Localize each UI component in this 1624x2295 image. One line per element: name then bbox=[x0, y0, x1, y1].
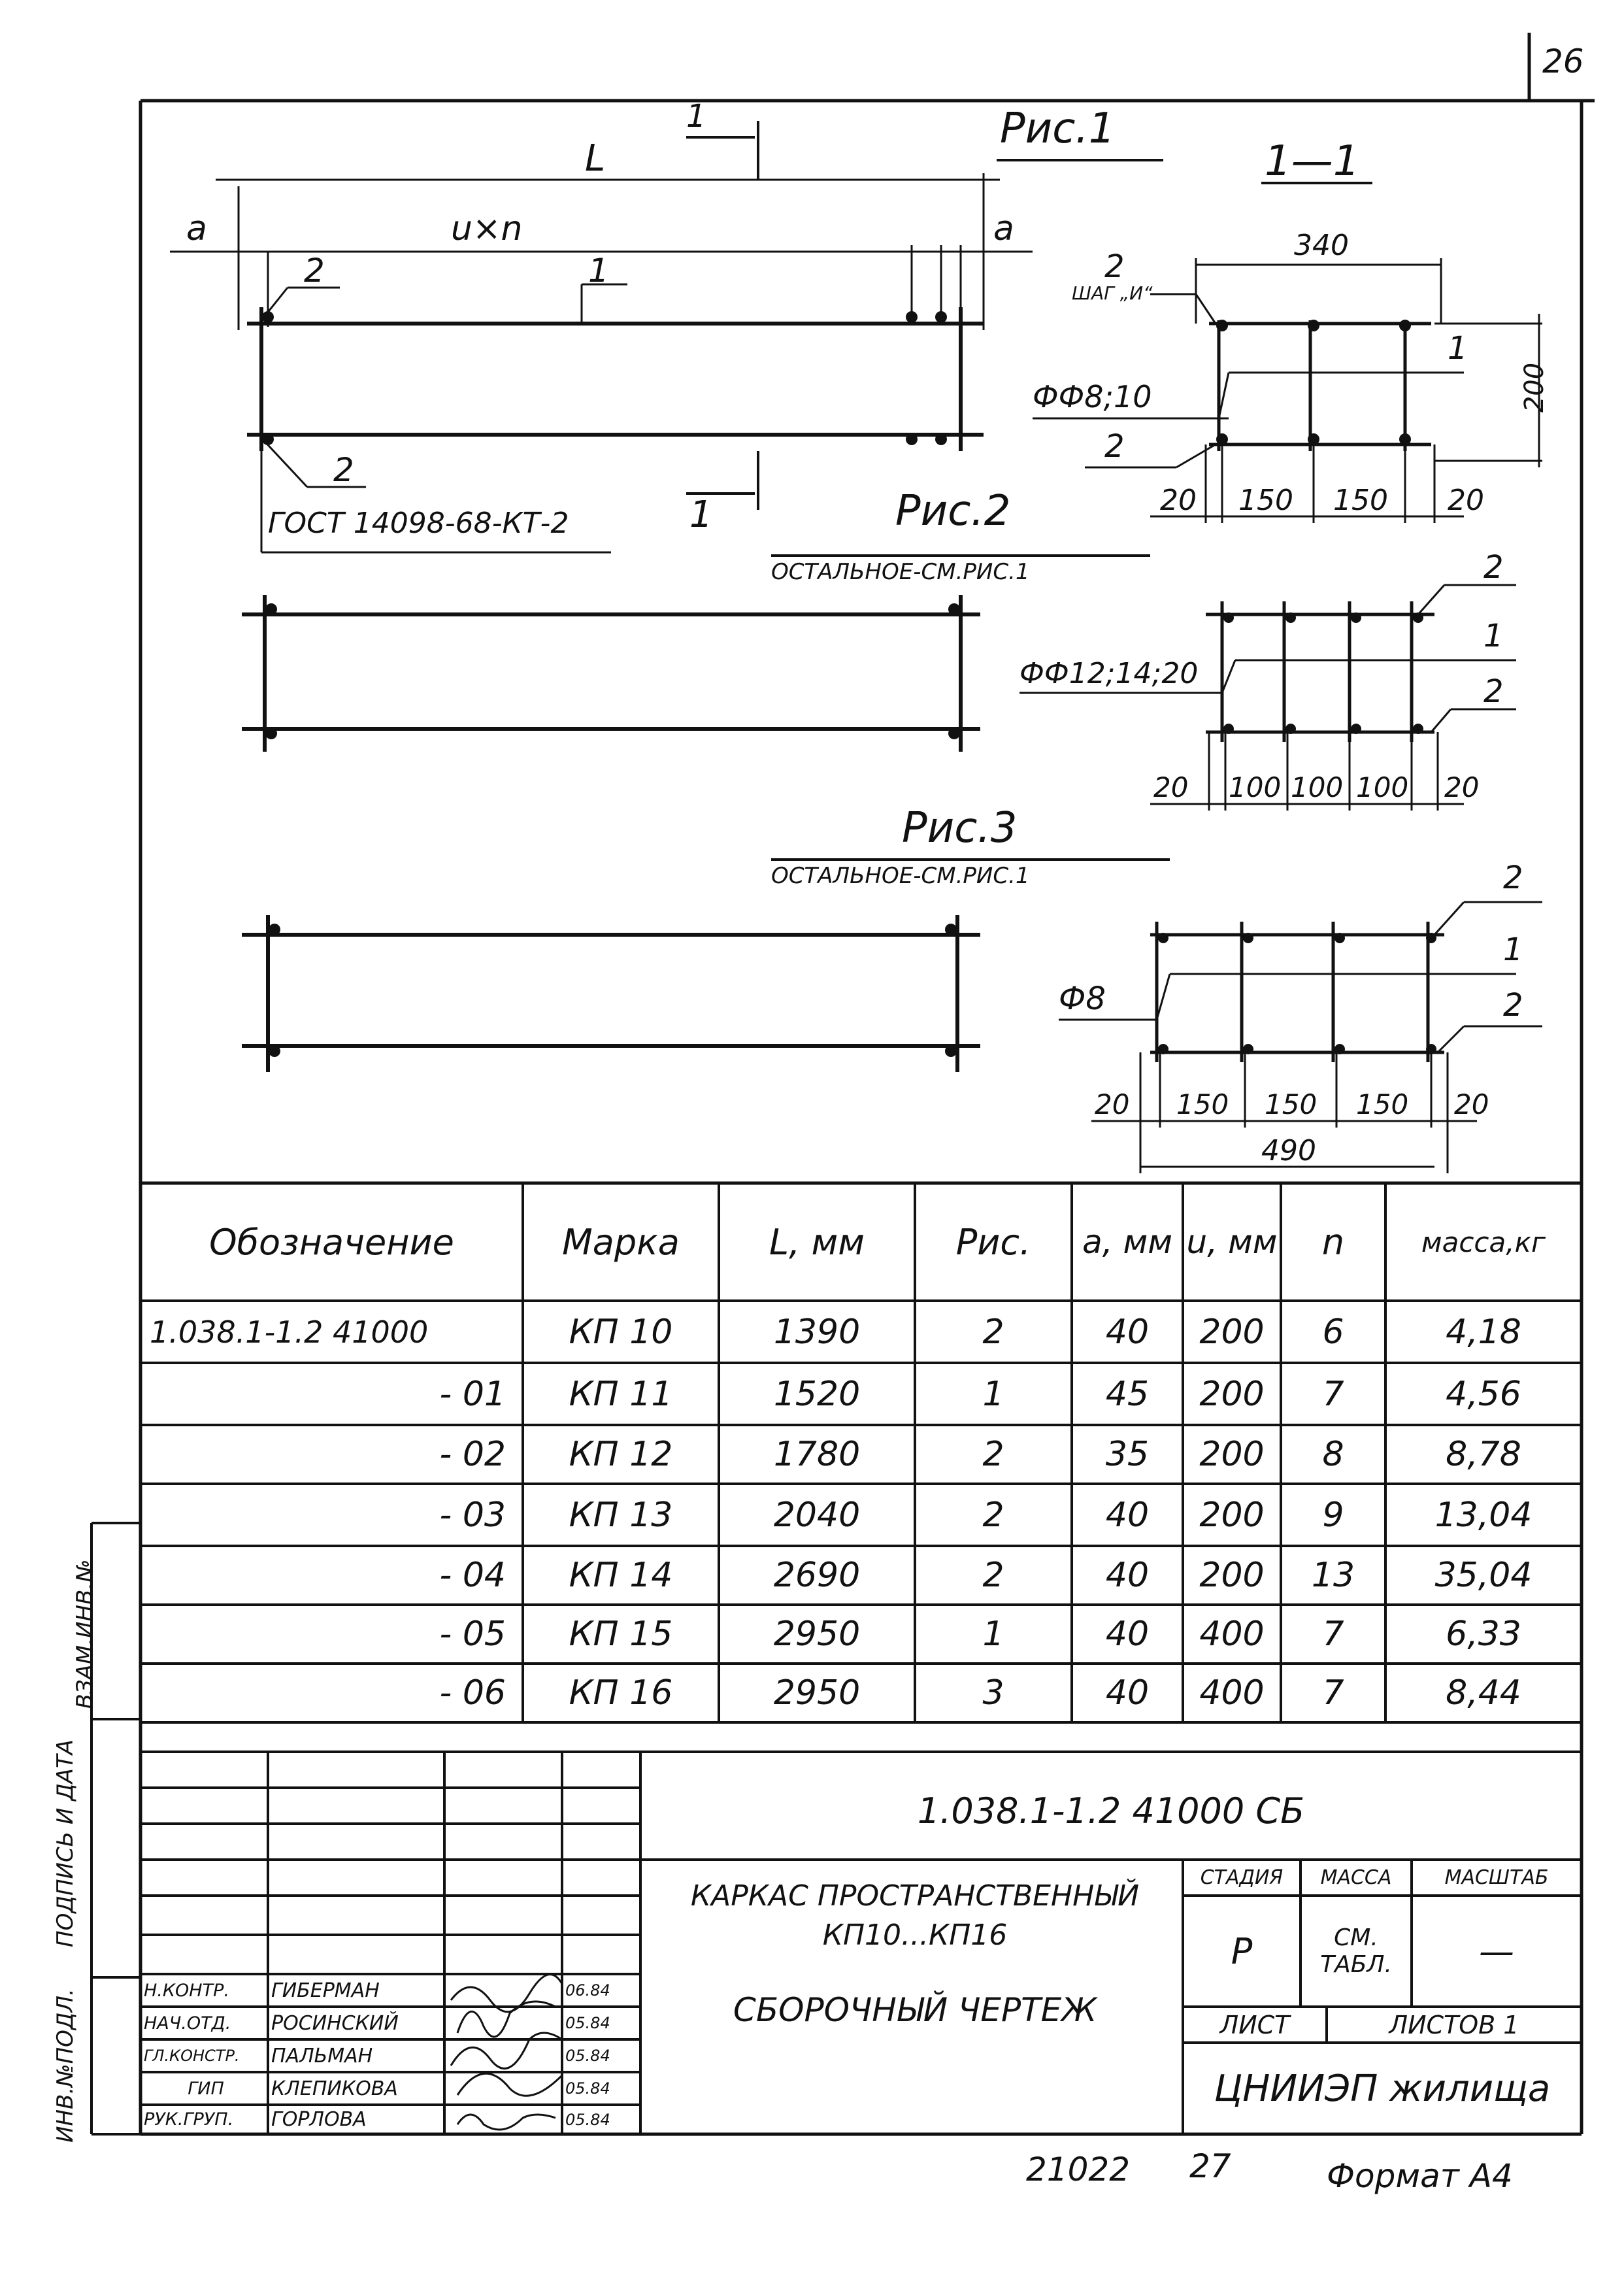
table-cell-mark: КП 15 bbox=[569, 1615, 673, 1654]
doc-code: 1.038.1-1.2 41000 СБ bbox=[917, 1790, 1305, 1832]
header-u: u, мм bbox=[1186, 1223, 1278, 1261]
section-title: 1—1 bbox=[1265, 137, 1360, 186]
fig2-section-welds bbox=[1223, 612, 1423, 734]
fig1-pos2-bottom: 2 bbox=[333, 451, 354, 489]
staff-role: ГИП bbox=[188, 2078, 224, 2099]
header-length: L, мм bbox=[769, 1221, 865, 1263]
fig1-spacing: u×n bbox=[451, 209, 523, 248]
table-cell-u: 200 bbox=[1199, 1374, 1265, 1414]
mass-header: МАССА bbox=[1320, 1866, 1392, 1889]
fig2-pos2-bottom: 2 bbox=[1483, 673, 1504, 710]
fig1-pos2-top: 2 bbox=[304, 252, 325, 290]
header-a: a, мм bbox=[1082, 1223, 1172, 1261]
table-cell-n: 13 bbox=[1311, 1556, 1355, 1595]
fig2-pos1: 1 bbox=[1483, 618, 1504, 654]
fig3-dim-2: 150 bbox=[1265, 1088, 1317, 1120]
table-cell-a: 40 bbox=[1105, 1615, 1150, 1654]
section-pos2-bottom: 2 bbox=[1104, 428, 1125, 465]
fig1-length-label: L bbox=[585, 137, 606, 180]
header-figure: Рис. bbox=[955, 1221, 1031, 1263]
table-cell-n: 7 bbox=[1322, 1615, 1344, 1654]
section-pos1: 1 bbox=[1448, 330, 1468, 367]
table-cell-u: 200 bbox=[1199, 1312, 1265, 1352]
staff-date: 05.84 bbox=[565, 2110, 610, 2129]
table-cell-u: 200 bbox=[1199, 1495, 1265, 1535]
side-stamp-inv: ИНВ.№ПОДЛ. bbox=[52, 1988, 78, 2143]
table-cell-figure: 2 bbox=[982, 1556, 1004, 1595]
header-n: n bbox=[1321, 1221, 1345, 1263]
section-dim-2: 150 bbox=[1333, 484, 1388, 517]
fig2-dim-3: 100 bbox=[1356, 771, 1409, 803]
fig2-dim-2: 100 bbox=[1291, 771, 1344, 803]
table-cell-mass: 6,33 bbox=[1446, 1615, 1521, 1654]
table-cell-mass: 4,18 bbox=[1446, 1312, 1521, 1352]
footer-number-2: 27 bbox=[1189, 2147, 1231, 2185]
staff-name: ГОРЛОВА bbox=[271, 2108, 367, 2131]
page-number: 26 bbox=[1542, 42, 1584, 80]
fig1-welds bbox=[262, 311, 947, 445]
table-cell-mark: КП 12 bbox=[569, 1435, 673, 1474]
table-cell-figure: 3 bbox=[982, 1673, 1004, 1713]
table-cell-u: 400 bbox=[1199, 1615, 1265, 1654]
section-diameter: ФФ8;10 bbox=[1033, 379, 1152, 414]
fig2-dim-0: 20 bbox=[1153, 771, 1189, 803]
fig3-dim-4: 20 bbox=[1454, 1088, 1489, 1120]
fig1-a-right: a bbox=[993, 209, 1014, 248]
section-dim-3: 20 bbox=[1448, 484, 1484, 517]
fig3-welds bbox=[269, 924, 957, 1057]
table-cell-figure: 1 bbox=[982, 1615, 1004, 1654]
table-cell-length: 2690 bbox=[773, 1556, 861, 1595]
fig3-dim-3: 150 bbox=[1356, 1088, 1409, 1120]
section-dim-1: 150 bbox=[1238, 484, 1293, 517]
doc-name-line3: СБОРОЧНЫЙ ЧЕРТЕЖ bbox=[733, 1991, 1097, 2029]
fig2-title: Рис.2 bbox=[895, 487, 1011, 535]
fig3-elevation bbox=[242, 860, 1170, 1072]
staff-name: ГИБЕРМАН bbox=[271, 1979, 380, 2002]
fig3-diameter: Ф8 bbox=[1059, 980, 1106, 1017]
footer-format: Формат А4 bbox=[1327, 2157, 1513, 2195]
table-cell-figure: 2 bbox=[982, 1312, 1004, 1352]
scale-value: — bbox=[1479, 1930, 1514, 1972]
table-cell-n: 7 bbox=[1322, 1673, 1344, 1713]
table-cell-figure: 1 bbox=[982, 1374, 1004, 1414]
table-cell-u: 400 bbox=[1199, 1673, 1265, 1713]
side-stamp-vzam: ВЗАМ.ИНВ.№ bbox=[72, 1559, 98, 1709]
fig2-dim-4: 20 bbox=[1444, 771, 1480, 803]
fig2-pos2-top: 2 bbox=[1483, 549, 1504, 586]
section-1-1-welds bbox=[1216, 320, 1411, 445]
table-cell-a: 35 bbox=[1105, 1435, 1150, 1474]
table-cell-length: 2950 bbox=[773, 1673, 861, 1713]
header-mark: Марка bbox=[562, 1221, 680, 1263]
table-cell-mass: 13,04 bbox=[1434, 1495, 1533, 1535]
scale-header: МАСШТАБ bbox=[1444, 1866, 1549, 1889]
table-cell-designation: - 01 bbox=[439, 1374, 506, 1414]
fig3-pos1: 1 bbox=[1503, 931, 1523, 968]
fig2-note: ОСТАЛЬНОЕ-СМ.РИС.1 bbox=[771, 559, 1030, 585]
stage-value: Р bbox=[1231, 1930, 1253, 1972]
table-cell-mark: КП 13 bbox=[569, 1495, 673, 1535]
table-cell-designation: - 03 bbox=[439, 1495, 506, 1535]
fig3-pos2-bottom: 2 bbox=[1503, 987, 1523, 1024]
table-cell-designation: 1.038.1-1.2 41000 bbox=[150, 1314, 429, 1350]
fig3-note: ОСТАЛЬНОЕ-СМ.РИС.1 bbox=[771, 863, 1030, 889]
fig2-welds bbox=[265, 603, 960, 739]
fig3-total: 490 bbox=[1261, 1134, 1316, 1167]
staff-date: 05.84 bbox=[565, 2014, 610, 2032]
fig3-section bbox=[1059, 902, 1542, 1173]
staff-role: РУК.ГРУП. bbox=[144, 2109, 234, 2130]
table-cell-designation: - 05 bbox=[439, 1615, 506, 1654]
staff-date: 05.84 bbox=[565, 2047, 610, 2065]
table-cell-u: 200 bbox=[1199, 1435, 1265, 1474]
staff-role: Н.КОНТР. bbox=[144, 1980, 229, 2001]
table-cell-designation: - 04 bbox=[439, 1556, 506, 1595]
staff-name: ПАЛЬМАН bbox=[271, 2044, 373, 2068]
organization: ЦНИИЭП жилища bbox=[1214, 2067, 1551, 2110]
table-cell-a: 40 bbox=[1105, 1556, 1150, 1595]
fig3-title: Рис.3 bbox=[902, 804, 1018, 852]
table-cell-a: 40 bbox=[1105, 1495, 1150, 1535]
doc-name-line1: КАРКАС ПРОСТРАНСТВЕННЫЙ bbox=[690, 1879, 1140, 1913]
table-cell-n: 6 bbox=[1322, 1312, 1344, 1352]
table-cell-designation: - 06 bbox=[439, 1673, 506, 1713]
mass-value: СМ. ТАБЛ. bbox=[1320, 1924, 1392, 1978]
table-cell-a: 40 bbox=[1105, 1312, 1150, 1352]
fig1-gost: ГОСТ 14098-68-КТ-2 bbox=[268, 507, 569, 540]
fig3-pos2-top: 2 bbox=[1503, 860, 1523, 896]
table-cell-a: 40 bbox=[1105, 1673, 1150, 1713]
section-width: 340 bbox=[1294, 229, 1349, 262]
table-cell-n: 8 bbox=[1322, 1435, 1344, 1474]
table-cell-n: 9 bbox=[1322, 1495, 1344, 1535]
section-pos2-top: 2 bbox=[1104, 248, 1125, 285]
side-stamp-signature-date: ПОДПИСЬ И ДАТА bbox=[52, 1739, 78, 1947]
table-cell-length: 2950 bbox=[773, 1615, 861, 1654]
staff-date: 06.84 bbox=[565, 1981, 610, 2000]
section-step: ШАГ „И“ bbox=[1072, 282, 1153, 304]
fig1-pos1: 1 bbox=[588, 252, 609, 290]
staff-role: ГЛ.КОНСТР. bbox=[144, 2047, 240, 2065]
table-cell-u: 200 bbox=[1199, 1556, 1265, 1595]
table-cell-mark: КП 14 bbox=[569, 1556, 673, 1595]
fig1-a-left: a bbox=[186, 209, 207, 248]
table-cell-length: 1390 bbox=[773, 1312, 861, 1352]
table-cell-mass: 8,44 bbox=[1446, 1673, 1521, 1713]
header-mass: масса,кг bbox=[1421, 1226, 1546, 1258]
sheet-label: ЛИСТ bbox=[1219, 2010, 1290, 2039]
table-cell-mark: КП 10 bbox=[569, 1312, 673, 1352]
fig1-elevation bbox=[170, 121, 1163, 552]
table-cell-mark: КП 11 bbox=[569, 1374, 673, 1414]
fig3-dim-0: 20 bbox=[1095, 1088, 1130, 1120]
table-cell-length: 1520 bbox=[773, 1374, 861, 1414]
table-cell-mark: КП 16 bbox=[569, 1673, 673, 1713]
doc-name-line2: КП10...КП16 bbox=[822, 1918, 1008, 1952]
table-cell-figure: 2 bbox=[982, 1435, 1004, 1474]
table-cell-a: 45 bbox=[1105, 1374, 1150, 1414]
table-cell-designation: - 02 bbox=[439, 1435, 506, 1474]
table-cell-mass: 4,56 bbox=[1446, 1374, 1521, 1414]
footer-number-1: 21022 bbox=[1026, 2151, 1131, 2188]
fig2-diameter: ФФ12;14;20 bbox=[1019, 657, 1199, 690]
table-cell-mass: 8,78 bbox=[1446, 1435, 1521, 1474]
fig2-dim-1: 100 bbox=[1229, 771, 1282, 803]
table-cell-n: 7 bbox=[1322, 1374, 1344, 1414]
signatures bbox=[451, 1975, 562, 2130]
table-cell-mass: 35,04 bbox=[1434, 1556, 1533, 1595]
fig1-section-mark-top: 1 bbox=[686, 98, 706, 135]
fig1-title: Рис.1 bbox=[1000, 105, 1116, 153]
staff-role: НАЧ.ОТД. bbox=[144, 2013, 231, 2034]
sheets-label: ЛИСТОВ 1 bbox=[1389, 2010, 1519, 2039]
table-cell-figure: 2 bbox=[982, 1495, 1004, 1535]
fig3-dim-1: 150 bbox=[1176, 1088, 1229, 1120]
fig2-elevation bbox=[242, 556, 1150, 752]
stage-header: СТАДИЯ bbox=[1200, 1866, 1284, 1889]
staff-name: КЛЕПИКОВА bbox=[271, 2077, 398, 2100]
fig1-section-mark-bottom: 1 bbox=[689, 494, 713, 536]
fig3-section-welds bbox=[1158, 933, 1436, 1054]
header-designation: Обозначение bbox=[209, 1221, 454, 1263]
table-cell-length: 2040 bbox=[773, 1495, 861, 1535]
section-dim-0: 20 bbox=[1160, 484, 1197, 517]
table-cell-length: 1780 bbox=[773, 1435, 861, 1474]
staff-name: РОСИНСКИЙ bbox=[271, 2011, 399, 2035]
section-height: 200 bbox=[1519, 362, 1550, 413]
staff-date: 05.84 bbox=[565, 2079, 610, 2098]
